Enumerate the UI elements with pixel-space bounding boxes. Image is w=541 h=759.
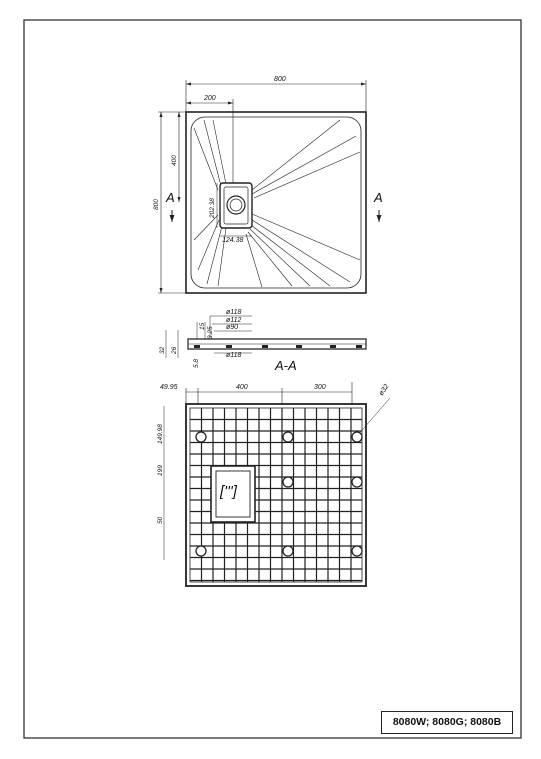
model-code-label: 8080W; 8080G; 8080B (381, 711, 513, 734)
dim-3-25: 3.25 (207, 326, 214, 339)
dim-drain-offset-x: 200 (204, 95, 216, 102)
section-view (159, 309, 366, 373)
svg-text:[''']: ['''] (220, 483, 237, 500)
section-mark-right: A (374, 190, 383, 205)
section-mark-left: A (166, 190, 175, 205)
dim-left-offset: 49.95 (160, 384, 178, 391)
dim-26: 26 (171, 346, 178, 354)
dia-mid: ø112 (226, 317, 242, 324)
dim-mid-span: 400 (236, 384, 248, 391)
dim-drain-height: 202.38 (209, 198, 216, 218)
dim-height-800: 800 (153, 199, 160, 210)
section-title: A-A (275, 358, 297, 373)
dim-50: 50 (157, 516, 164, 524)
top-view (153, 76, 383, 293)
dim-15: 15 (199, 322, 206, 330)
dim-199: 199 (157, 465, 164, 476)
drain-box (220, 183, 252, 228)
dim-32: 32 (159, 346, 166, 354)
sheet-frame (24, 20, 521, 738)
dia-inner: ø90 (226, 324, 239, 331)
dim-drain-width: 124.38 (222, 237, 244, 244)
dia-top: ø118 (226, 309, 242, 316)
dim-hole-dia: ø32 (377, 383, 391, 398)
dim-5-8: 5.8 (193, 358, 200, 368)
dim-right-span: 300 (314, 384, 326, 391)
dia-bottom: ø118 (226, 352, 242, 359)
dim-width-800: 800 (274, 76, 286, 83)
dim-149-98: 149.98 (157, 424, 164, 444)
dim-drain-offset-y: 400 (171, 155, 178, 166)
bottom-view (157, 382, 391, 586)
